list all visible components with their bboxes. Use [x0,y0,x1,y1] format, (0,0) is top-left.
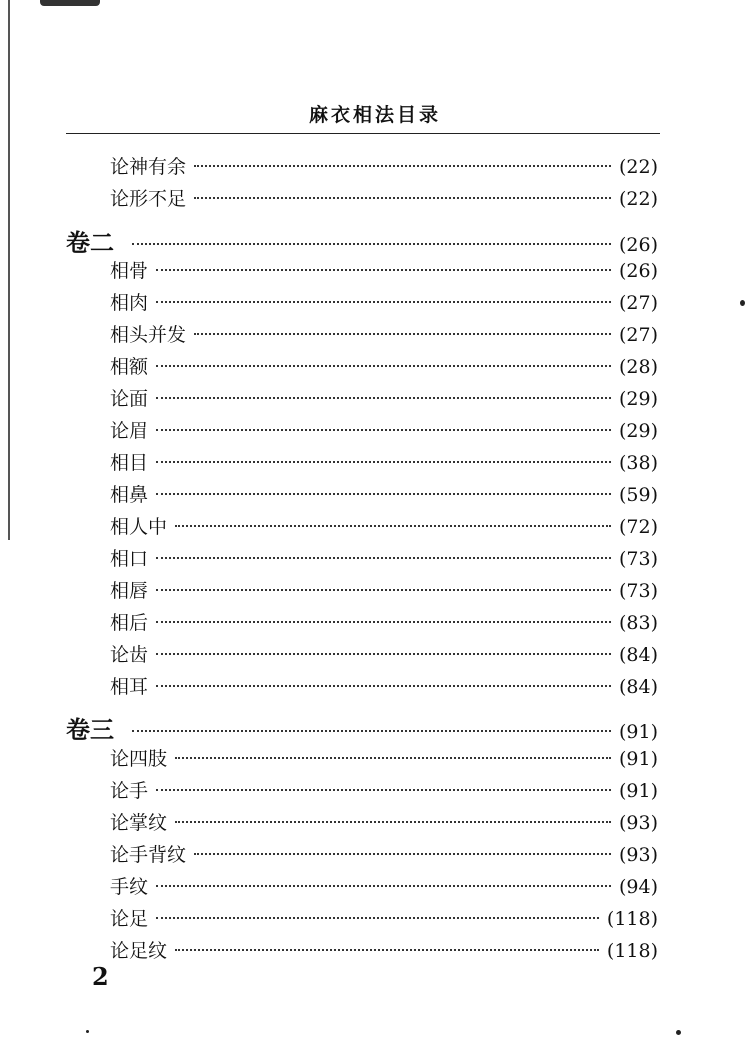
toc-entry-page: (84) [618,644,658,666]
dot-leader [156,428,611,431]
toc-entry[interactable] [110,256,658,283]
toc-entry-title: 相鼻 [110,484,149,506]
toc-entry-title: 手纹 [110,876,149,898]
dot-leader [156,396,611,399]
dot-leader [194,164,611,167]
toc-entry-title: 相肉 [110,292,149,314]
toc-entry-page: (22) [618,156,658,178]
dot-leader [194,332,611,335]
toc-entry-page: (27) [618,292,658,314]
toc-entry[interactable] [110,320,658,347]
toc-entry[interactable] [110,576,658,603]
toc-entry[interactable] [110,872,658,899]
toc-entry-title: 卷三 [66,716,114,744]
toc-entry-page: (26) [618,234,658,256]
toc-entry[interactable] [110,640,658,667]
toc-entry-title: 论足纹 [110,940,168,962]
toc-entry[interactable] [110,352,658,379]
dot-leader [156,588,611,591]
toc-entry[interactable] [110,448,658,475]
dot-leader [175,948,599,951]
toc-entry-page: (118) [606,940,658,962]
toc-entry[interactable] [110,840,658,867]
running-header: 麻衣相法目录 [308,104,441,126]
toc-entry-page: (72) [618,516,658,538]
toc-entry[interactable] [110,544,658,571]
toc-entry[interactable] [110,184,658,211]
dot-leader [156,364,611,367]
toc-entry-page: (22) [618,188,658,210]
toc-entry[interactable] [110,744,658,771]
toc-entry-title: 相后 [110,612,149,634]
toc-entry-title: 论面 [110,388,149,410]
dot-leader [194,852,611,855]
toc-entry[interactable] [110,512,658,539]
toc-entry[interactable] [110,776,658,803]
toc-entry-title: 论手 [110,780,149,802]
toc-entry[interactable] [110,672,658,699]
toc-entry-title: 相额 [110,356,149,378]
dot-leader [156,684,611,687]
dot-leader [156,556,611,559]
toc-entry-page: (91) [618,780,658,802]
toc-entry-title: 论神有余 [110,156,187,178]
toc-entry-page: (93) [618,844,658,866]
toc-entry-title: 相骨 [110,260,149,282]
dot-leader [175,524,611,527]
toc-entry-title: 论四肢 [110,748,168,770]
dot-leader [156,916,599,919]
toc-entry[interactable] [110,480,658,507]
page-number: 2 [92,962,109,991]
dot-leader [132,729,611,732]
toc-entry-page: (73) [618,548,658,570]
toc-entry-page: (26) [618,260,658,282]
toc-entry[interactable] [110,808,658,835]
toc-entry-title: 相口 [110,548,149,570]
toc-entry[interactable] [110,416,658,443]
toc-entry-title: 卷二 [66,229,114,257]
scan-speck [86,1030,89,1033]
dot-leader [156,652,611,655]
toc-entry-page: (73) [618,580,658,602]
toc-entry-title: 相耳 [110,676,149,698]
dot-leader [156,460,611,463]
toc-entry-title: 论齿 [110,644,149,666]
toc-entry-title: 论眉 [110,420,149,442]
toc-entry[interactable] [110,384,658,411]
toc-entry-title: 相目 [110,452,149,474]
toc-entry-title: 论形不足 [110,188,187,210]
toc-entry[interactable] [110,904,658,931]
toc-entry-page: (83) [618,612,658,634]
toc-entry-page: (59) [618,484,658,506]
toc-entry-title: 相头并发 [110,324,187,346]
toc-entry-page: (29) [618,388,658,410]
toc-entry-title: 论掌纹 [110,812,168,834]
toc-entry-page: (118) [606,908,658,930]
toc-volume-heading[interactable] [66,223,658,258]
dot-leader [156,492,611,495]
dot-leader [156,268,611,271]
toc-entry-title: 论手背纹 [110,844,187,866]
toc-entry-page: (93) [618,812,658,834]
toc-entry-page: (84) [618,676,658,698]
dot-leader [156,788,611,791]
dot-leader [132,242,611,245]
toc-entry-page: (91) [618,748,658,770]
toc-entry[interactable] [110,152,658,179]
toc-entry-page: (94) [618,876,658,898]
toc-entry-page: (91) [618,721,658,743]
toc-entry-page: (38) [618,452,658,474]
dot-leader [156,620,611,623]
toc-entry[interactable] [110,288,658,315]
dot-leader [156,884,611,887]
toc-entry-title: 论足 [110,908,149,930]
scan-speck [676,1030,681,1035]
toc-volume-heading[interactable] [66,710,658,745]
toc-entry-page: (29) [618,420,658,442]
toc-entry[interactable] [110,936,658,963]
toc-entry-page: (27) [618,324,658,346]
toc-entry[interactable] [110,608,658,635]
scan-speck [740,300,745,306]
dot-leader [175,756,611,759]
dot-leader [175,820,611,823]
toc-entry-title: 相唇 [110,580,149,602]
toc-entry-page: (28) [618,356,658,378]
dot-leader [156,300,611,303]
dot-leader [194,196,611,199]
toc-entry-title: 相人中 [110,516,168,538]
